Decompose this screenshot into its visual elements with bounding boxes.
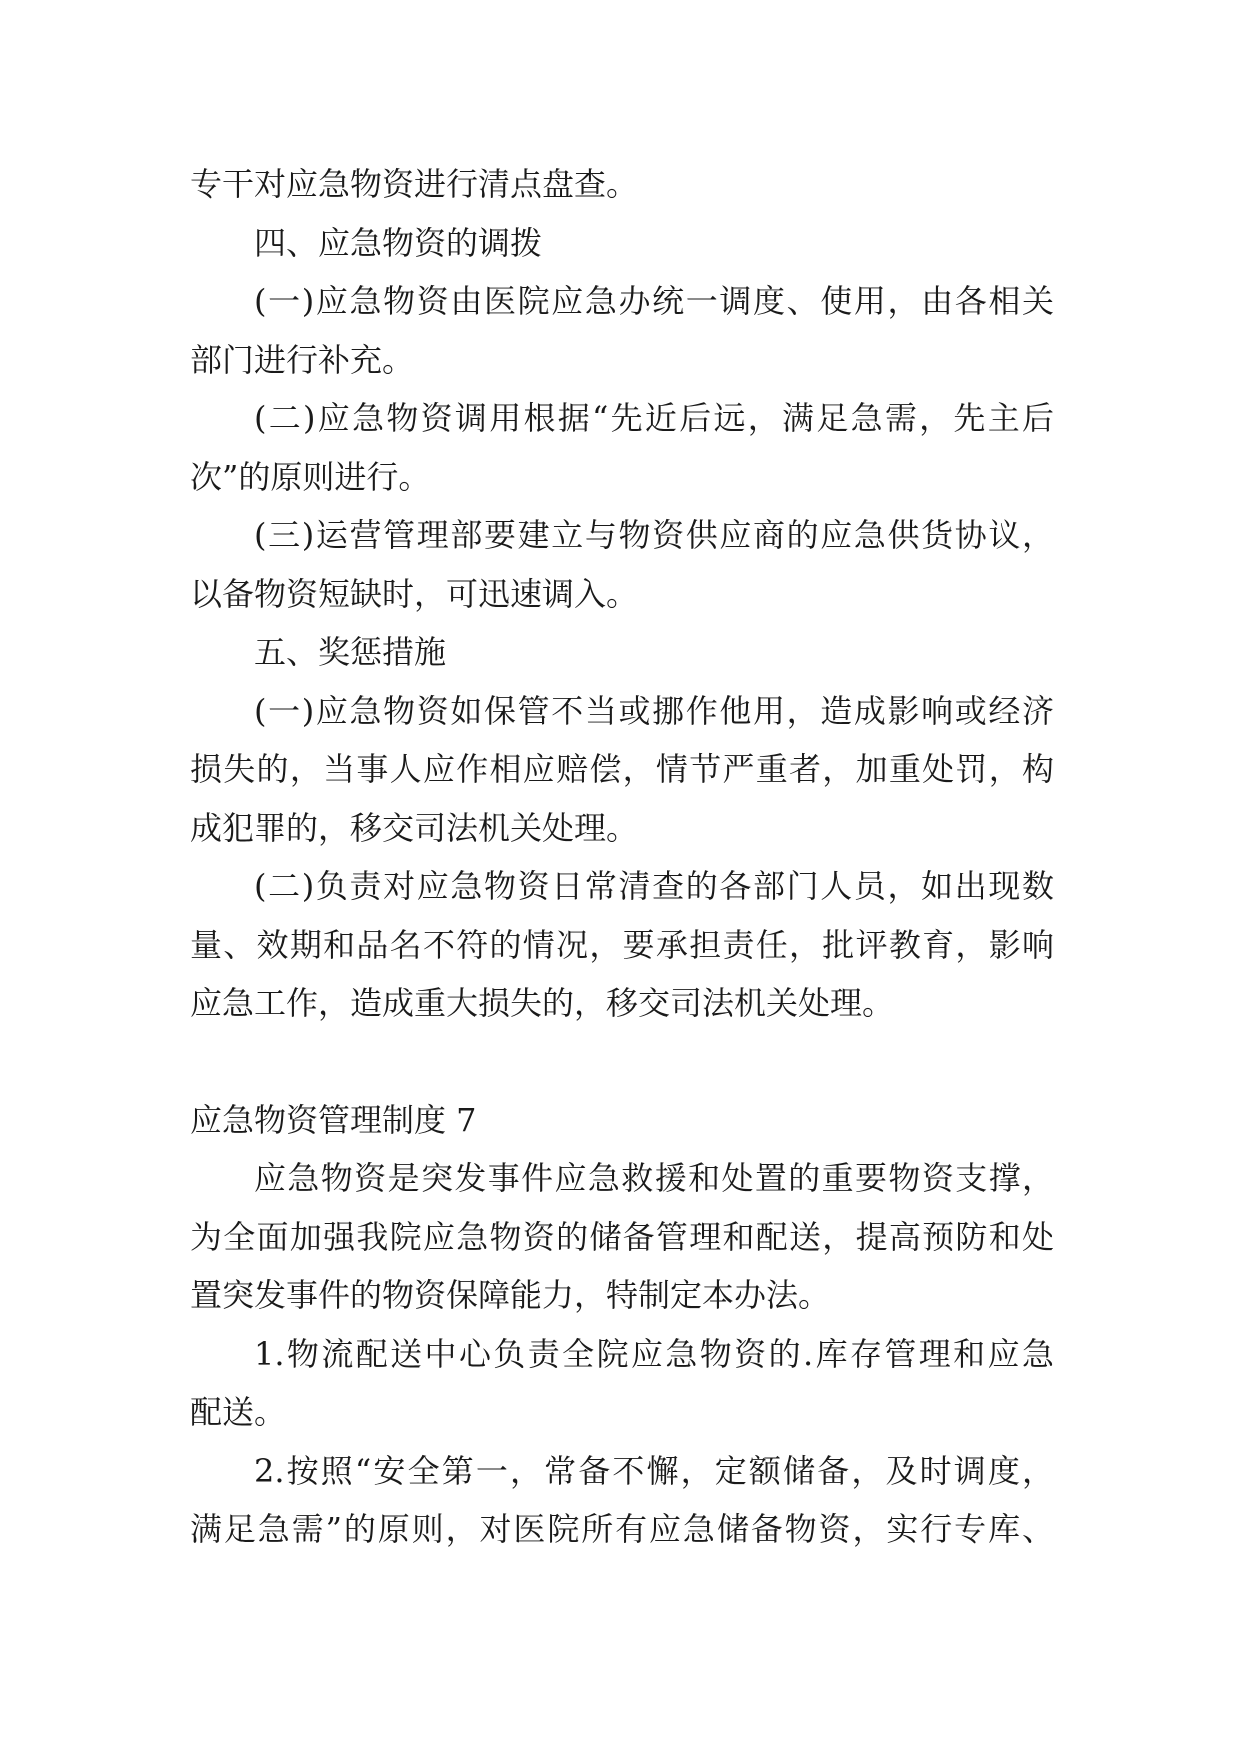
- paragraph-line: 成犯罪的，移交司法机关处理。: [190, 808, 639, 847]
- paragraph-line: 损失的，当事人应作相应赔偿，情节严重者，加重处罚，构: [190, 750, 1054, 788]
- paragraph-line: 为全面加强我院应急物资的储备管理和配送，提高预防和处: [190, 1217, 1054, 1256]
- paragraph-line: 满足急需”的原则，对医院所有应急储备物资，实行专库、: [190, 1510, 1054, 1548]
- paragraph-line: 专干对应急物资进行清点盘查。: [190, 165, 639, 203]
- paragraph-line: (一)应急物资由医院应急办统一调度、使用，由各相关: [254, 282, 1054, 320]
- paragraph-line: (三)运营管理部要建立与物资供应商的应急供货协议，: [254, 516, 1054, 554]
- paragraph-line: 2.按照“安全第一，常备不懈，定额储备，及时调度，: [254, 1451, 1054, 1490]
- document-title: 应急物资管理制度 7: [190, 1100, 477, 1139]
- document-body: [190, 155, 1054, 1559]
- paragraph-line: 1.物流配送中心负责全院应急物资的.库存管理和应急: [254, 1334, 1054, 1373]
- paragraph-line: (一)应急物资如保管不当或挪作他用，造成影响或经济: [254, 691, 1054, 730]
- paragraph-line: 量、效期和品名不符的情况，要承担责任，批评教育，影响: [190, 925, 1054, 964]
- paragraph-line: 应急物资是突发事件应急救援和处置的重要物资支撑，: [254, 1159, 1054, 1197]
- paragraph-line: (二)应急物资调用根据“先近后远，满足急需，先主后: [254, 399, 1054, 437]
- paragraph-line: 部门进行补充。: [190, 340, 415, 379]
- section-gap: [190, 1033, 1054, 1091]
- paragraph-line: (二)负责对应急物资日常清查的各部门人员，如出现数: [254, 867, 1054, 905]
- paragraph-line: 配送。: [190, 1393, 287, 1431]
- paragraph-line: 次”的原则进行。: [190, 457, 431, 496]
- paragraph-line: 以备物资短缺时，可迅速调入。: [190, 574, 639, 613]
- section-heading-rewards: 五、奖惩措施: [254, 633, 447, 671]
- section-heading-allocation: 四、应急物资的调拨: [254, 223, 543, 262]
- paragraph-line: 应急工作，造成重大损失的，移交司法机关处理。: [190, 984, 895, 1022]
- paragraph-line: 置突发事件的物资保障能力，特制定本办法。: [190, 1276, 831, 1314]
